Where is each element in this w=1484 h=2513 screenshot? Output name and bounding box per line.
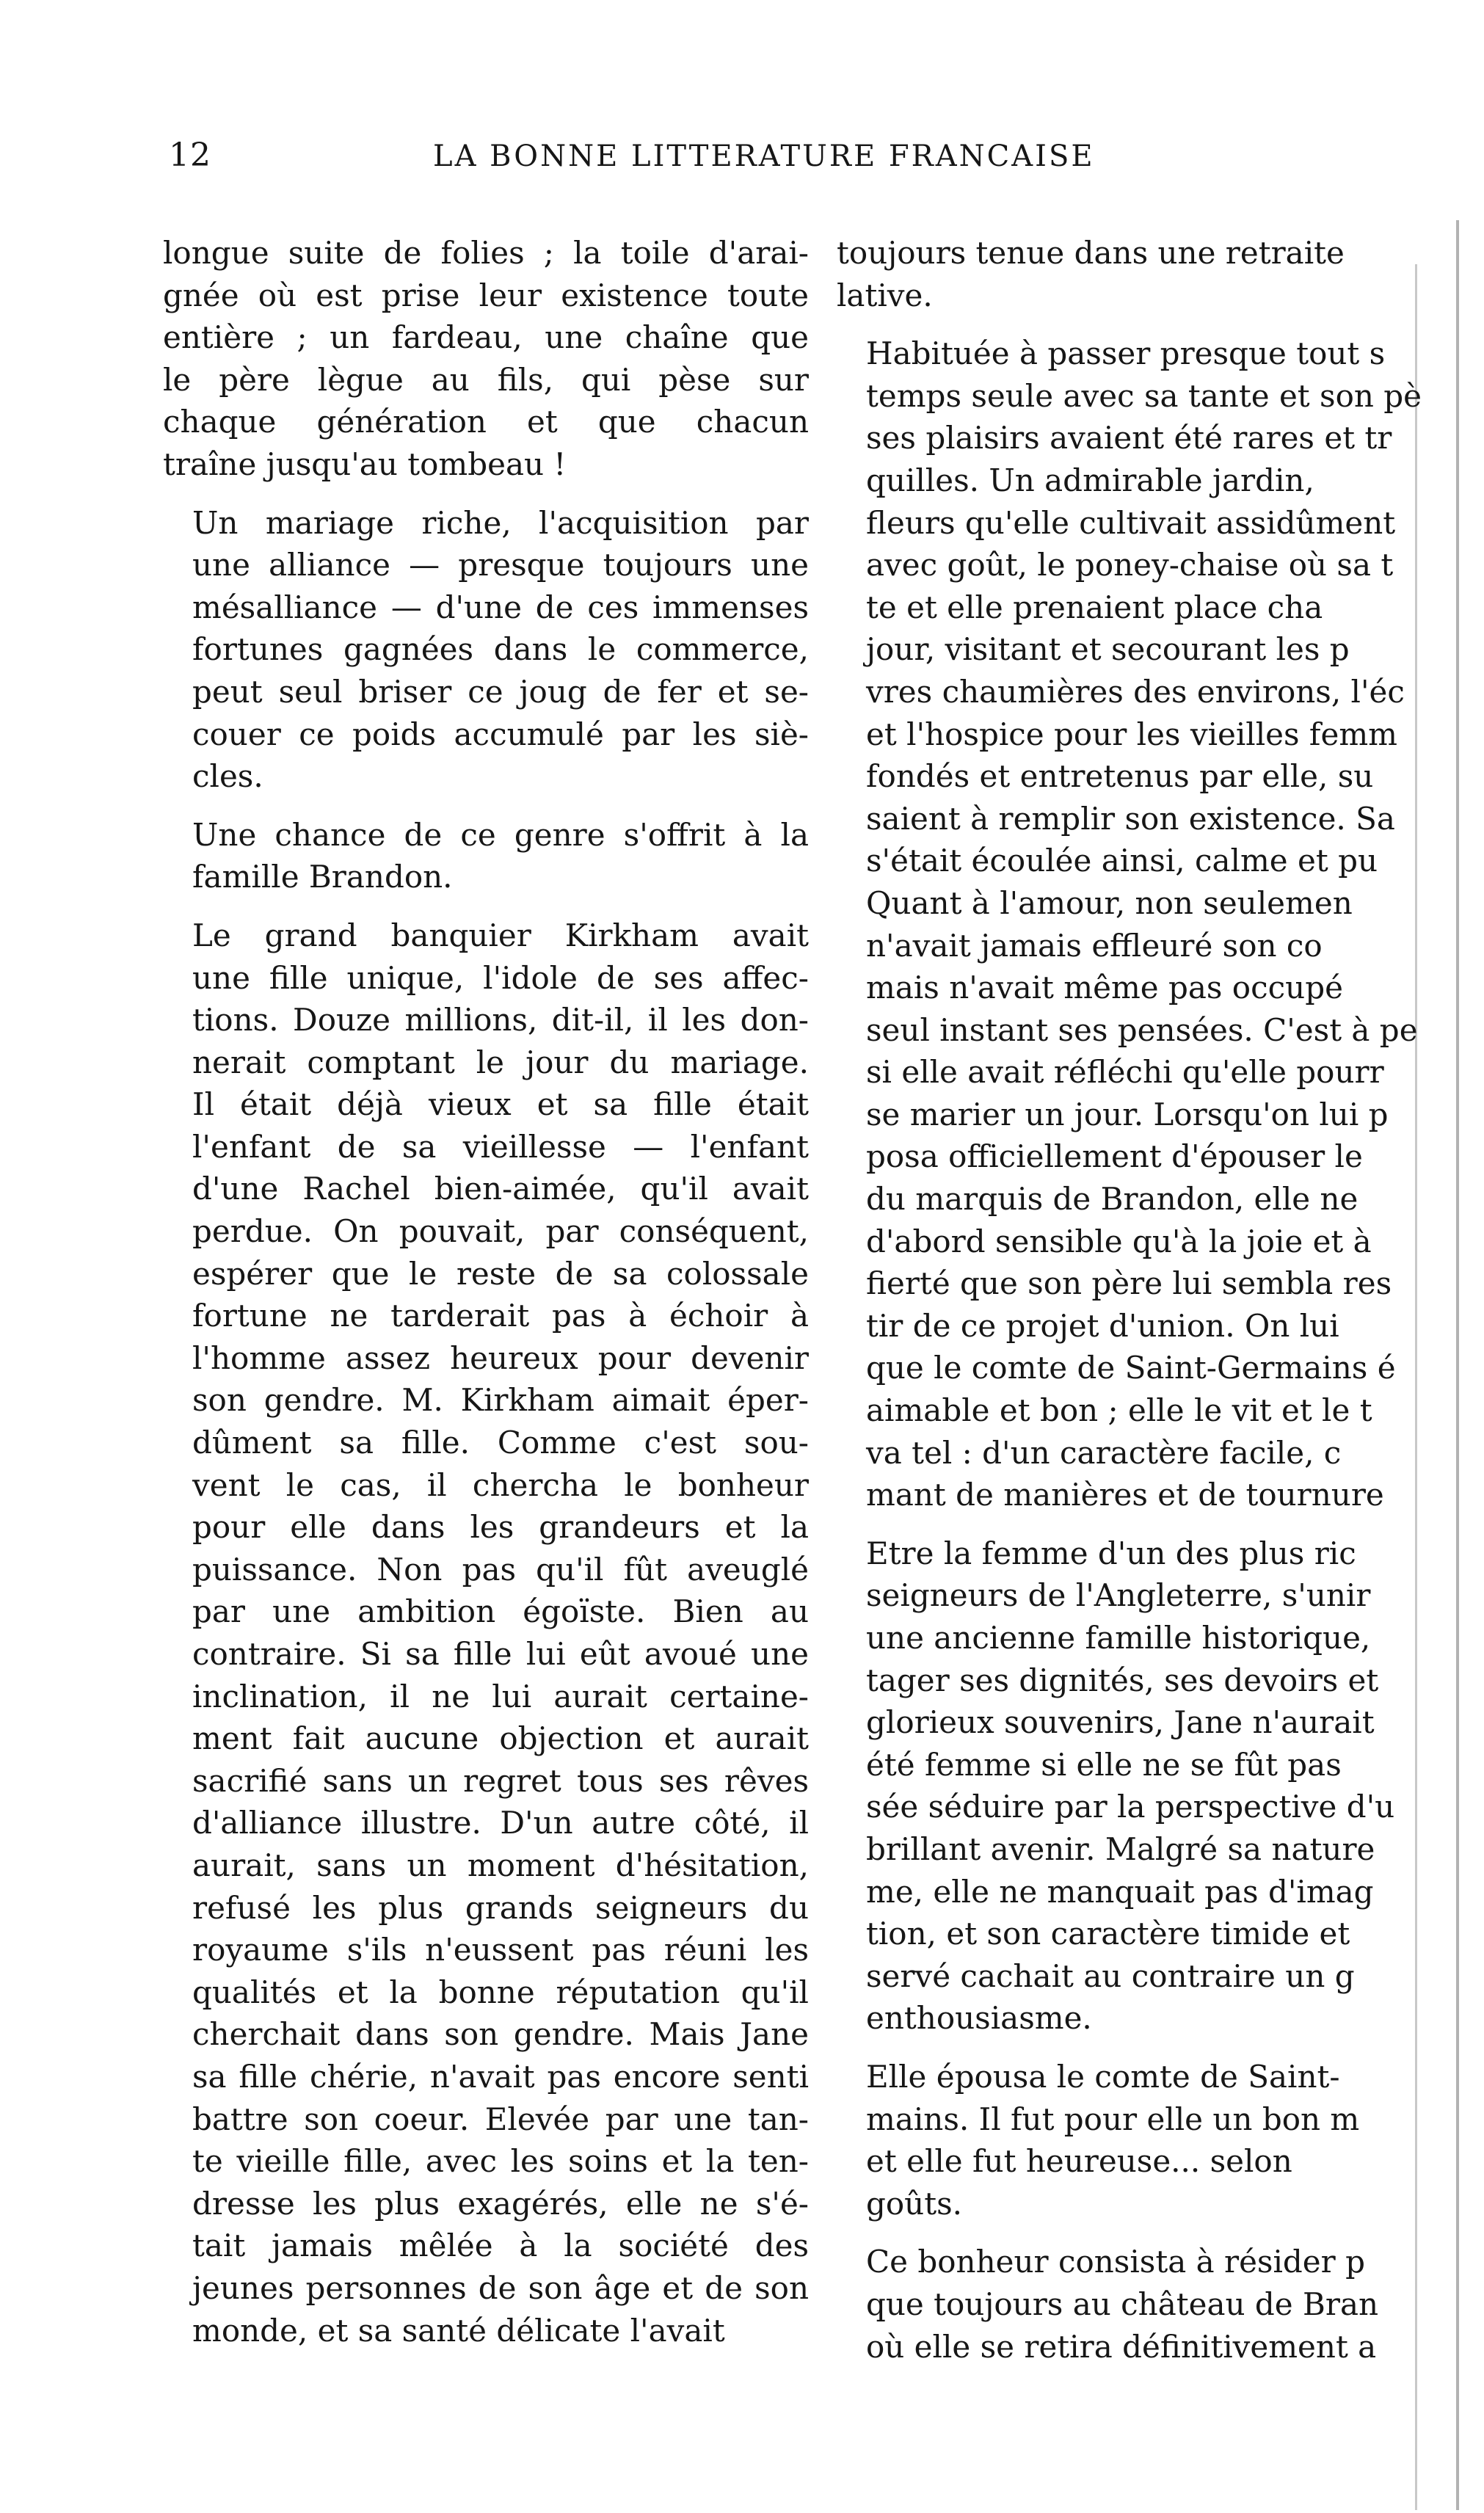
text-line: saient à remplir son existence. Sa — [866, 800, 1395, 837]
text-line: aurait, sans un moment d'hésitation, — [192, 1847, 809, 1883]
text-line: fleurs qu'elle cultivait assidûment — [866, 504, 1396, 541]
text-line: jeunes personnes de son âge et de son — [192, 2269, 809, 2306]
text-line: n'avait jamais effleuré son co — [866, 927, 1323, 964]
text-line: Il était déjà vieux et sa fille était — [192, 1086, 809, 1123]
text-line: Le grand banquier Kirkham avait — [192, 917, 809, 953]
text-line: gnée où est prise leur existence toute — [163, 277, 809, 313]
text-line: famille Brandon. — [192, 859, 453, 895]
text-line: seigneurs de l'Angleterre, s'unir — [866, 1577, 1371, 1614]
text-line: quilles. Un admirable jardin, — [866, 462, 1314, 498]
text-line: tir de ce projet d'union. On lui — [866, 1307, 1339, 1344]
text-line: contraire. Si sa fille lui eût avoué une — [192, 1636, 809, 1672]
paragraph — [837, 332, 1484, 1516]
text-line: servé cachait au contraire un g — [866, 1957, 1355, 1994]
text-line: goûts. — [866, 2185, 963, 2222]
page-number: 12 — [169, 137, 211, 174]
text-line: se marier un jour. Lorsqu'on lui p — [866, 1096, 1389, 1132]
text-line: monde, et sa santé délicate l'avait — [192, 2312, 725, 2349]
text-line: tion, et son caractère timide et — [866, 1916, 1350, 1952]
text-line: fierté que son père lui sembla res — [866, 1265, 1392, 1302]
text-line: espérer que le reste de sa colossale — [192, 1255, 809, 1292]
right-text-column-clip — [837, 232, 1484, 2404]
left-text-column — [163, 232, 809, 2368]
text-line: lative. — [837, 277, 933, 313]
text-line: d'abord sensible qu'à la joie et à — [866, 1223, 1372, 1259]
text-line: toujours tenue dans une retraite — [837, 235, 1345, 271]
text-line: mésalliance — d'une de ces immenses — [192, 589, 809, 625]
text-line: une alliance — presque toujours une — [192, 547, 809, 583]
text-line: et l'hospice pour les vieilles femm — [866, 716, 1397, 752]
text-line: refusé les plus grands seigneurs du — [192, 1889, 809, 1926]
paragraph — [163, 814, 809, 898]
right-text-column — [837, 232, 1484, 2368]
text-line: couer ce poids accumulé par les siè- — [192, 716, 809, 752]
text-line: d'alliance illustre. D'un autre côté, il — [192, 1805, 809, 1841]
text-line: l'enfant de sa vieillesse — l'enfant — [192, 1128, 809, 1165]
text-line: tait jamais mêlée à la société des — [192, 2227, 809, 2264]
text-line: pour elle dans les grandeurs et la — [192, 1509, 809, 1546]
text-line: fortune ne tarderait pas à échoir à — [192, 1298, 809, 1334]
running-title: LA BONNE LITTERATURE FRANCAISE — [433, 139, 1095, 173]
text-line: cherchait dans son gendre. Mais Jane — [192, 2016, 809, 2053]
text-line: été femme si elle ne se fût pas — [866, 1746, 1342, 1783]
text-line: Elle épousa le comte de Saint- — [866, 2058, 1340, 2095]
text-line: où elle se retira définitivement a — [866, 2328, 1377, 2365]
text-line: chaque génération et que chacun — [163, 404, 809, 440]
text-line: vres chaumières des environs, l'éc — [866, 673, 1405, 710]
paragraph — [837, 1532, 1484, 2040]
text-line: royaume s'ils n'eussent pas réuni les — [192, 1932, 809, 1968]
text-line: glorieux souvenirs, Jane n'aurait — [866, 1704, 1375, 1741]
text-line: Une chance de ce genre s'offrit à la — [192, 816, 809, 853]
text-line: par une ambition égoïste. Bien au — [192, 1593, 809, 1630]
text-line: vent le cas, il chercha le bonheur — [192, 1466, 809, 1503]
text-line: va tel : d'un caractère facile, c — [866, 1434, 1342, 1471]
text-line: jour, visitant et secourant les p — [866, 631, 1350, 668]
binding-edge-shadow — [1415, 264, 1417, 2510]
text-line: seul instant ses pensées. C'est à pe — [866, 1011, 1418, 1048]
text-line: sa fille chérie, n'avait pas encore senti — [192, 2058, 809, 2095]
paragraph — [163, 914, 809, 2352]
text-line: posa officiellement d'épouser le — [866, 1138, 1363, 1175]
text-line: une fille unique, l'idole de ses affec- — [192, 959, 809, 996]
text-line: que le comte de Saint-Germains é — [866, 1350, 1396, 1386]
text-line: avec goût, le poney-chaise où sa t — [866, 547, 1394, 583]
text-line: du marquis de Brandon, elle ne — [866, 1181, 1358, 1218]
text-line: nerait comptant le jour du mariage. — [192, 1044, 809, 1080]
text-line: enthousiasme. — [866, 2000, 1092, 2037]
text-line: Un mariage riche, l'acquisition par — [192, 504, 809, 541]
paragraph — [837, 2241, 1484, 2368]
paragraph — [837, 232, 1484, 316]
text-line: s'était écoulée ainsi, calme et pu — [866, 843, 1378, 879]
text-line: que toujours au château de Bran — [866, 2285, 1379, 2322]
text-line: inclination, il ne lui aurait certaine- — [192, 1678, 809, 1714]
text-line: longue suite de folies ; la toile d'arai- — [163, 235, 809, 271]
text-line: si elle avait réfléchi qu'elle pourr — [866, 1054, 1384, 1091]
text-line: dresse les plus exagérés, elle ne s'é- — [192, 2185, 809, 2222]
text-line: dûment sa fille. Comme c'est sou- — [192, 1425, 809, 1461]
text-line: tager ses dignités, ses devoirs et — [866, 1662, 1379, 1698]
text-line: puissance. Non pas qu'il fût aveuglé — [192, 1551, 809, 1588]
text-line: Quant à l'amour, non seulemen — [866, 884, 1353, 921]
text-line: traîne jusqu'au tombeau ! — [163, 445, 567, 482]
text-line: le père lègue au fils, qui pèse sur — [163, 361, 809, 398]
text-line: peut seul briser ce joug de fer et se- — [192, 673, 809, 710]
binding-edge-line — [1456, 220, 1459, 2510]
text-line: brillant avenir. Malgré sa nature — [866, 1830, 1375, 1867]
text-line: ment fait aucune objection et aurait — [192, 1720, 809, 1757]
text-line: tions. Douze millions, dit-il, il les don- — [192, 1002, 809, 1039]
text-line: une ancienne famille historique, — [866, 1620, 1371, 1656]
text-line: mant de manières et de tournure — [866, 1477, 1384, 1513]
text-line: qualités et la bonne réputation qu'il — [192, 1974, 809, 2010]
text-line: Ce bonheur consista à résider p — [866, 2244, 1365, 2280]
text-line: temps seule avec sa tante et son pè — [866, 377, 1422, 414]
paragraph — [163, 232, 809, 486]
text-line: et elle fut heureuse... selon — [866, 2143, 1292, 2180]
text-line: fondés et entretenus par elle, su — [866, 758, 1374, 795]
text-line: Etre la femme d'un des plus ric — [866, 1535, 1356, 1571]
paragraph — [163, 502, 809, 798]
text-line: entière ; un fardeau, une chaîne que — [163, 319, 809, 356]
page-header — [169, 137, 1226, 188]
text-line: mais n'avait même pas occupé — [866, 970, 1343, 1006]
text-line: te et elle prenaient place cha — [866, 589, 1323, 625]
text-line: te vieille fille, avec les soins et la ten- — [192, 2143, 809, 2180]
text-line: l'homme assez heureux pour devenir — [192, 1339, 809, 1376]
text-line: sacrifié sans un regret tous ses rêves — [192, 1762, 809, 1799]
text-line: ses plaisirs avaient été rares et tr — [866, 420, 1392, 457]
text-line: fortunes gagnées dans le commerce, — [192, 631, 809, 668]
text-line: Habituée à passer presque tout s — [866, 335, 1386, 372]
text-line: perdue. On pouvait, par conséquent, — [192, 1213, 809, 1250]
text-line: mains. Il fut pour elle un bon m — [866, 2101, 1360, 2137]
text-line: son gendre. M. Kirkham aimait éper- — [192, 1382, 809, 1419]
text-line: cles. — [192, 758, 263, 795]
text-line: d'une Rachel bien-aimée, qu'il avait — [192, 1171, 809, 1207]
paragraph — [837, 2056, 1484, 2225]
text-line: me, elle ne manquait pas d'imag — [866, 1873, 1374, 1910]
text-line: sée séduire par la perspective d'u — [866, 1789, 1395, 1825]
text-line: battre son coeur. Elevée par une tan- — [192, 2101, 809, 2137]
text-line: aimable et bon ; elle le vit et le t — [866, 1392, 1372, 1429]
